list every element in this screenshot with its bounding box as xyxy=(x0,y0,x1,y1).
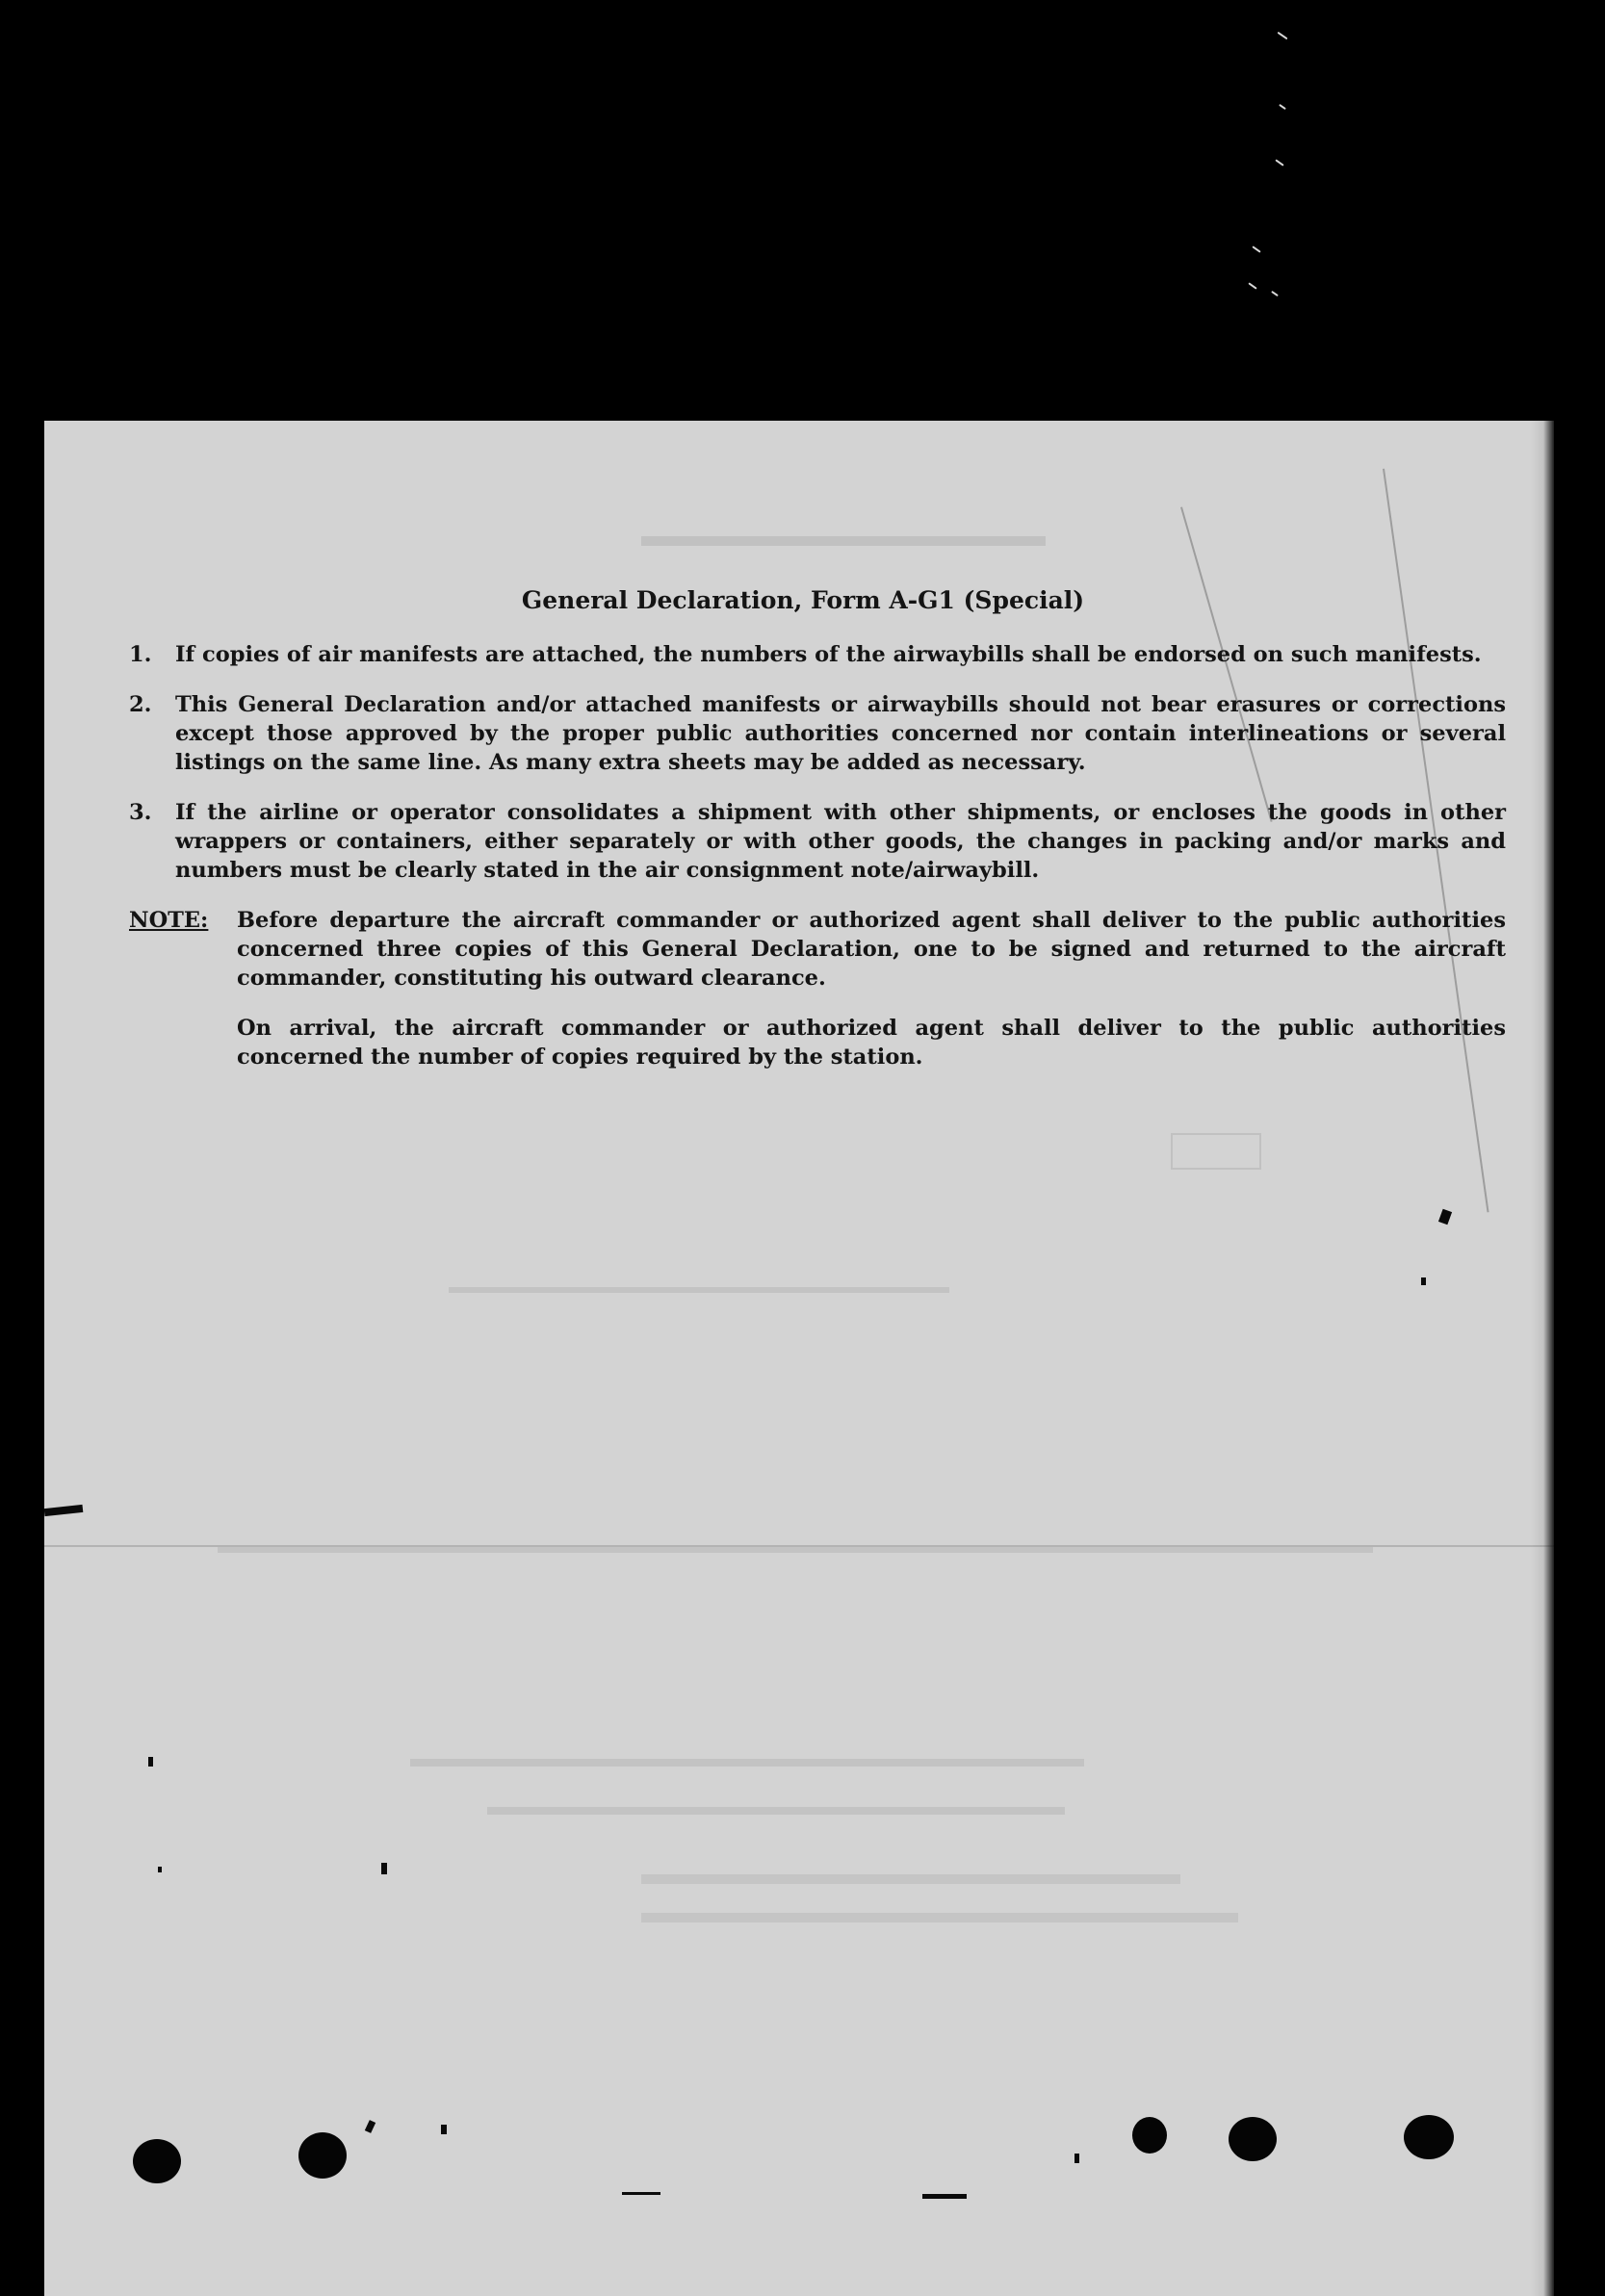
speck xyxy=(44,1505,83,1516)
speck xyxy=(1279,104,1286,110)
speck xyxy=(1248,282,1256,289)
list-item xyxy=(129,690,1506,777)
bleed-through-mark xyxy=(641,1874,1180,1884)
document-title: General Declaration, Form A-G1 (Special) xyxy=(521,586,1085,614)
speck xyxy=(441,2125,447,2134)
speck xyxy=(922,2194,967,2199)
speck xyxy=(1275,159,1283,166)
speck xyxy=(365,2120,375,2133)
bleed-through-mark xyxy=(1171,1133,1261,1170)
punch-hole xyxy=(1132,2117,1167,2154)
item-text: If copies of air manifests are attached, the numbers of the airwaybills shall be endorsed on such manifests. xyxy=(175,642,1482,667)
list-item xyxy=(129,798,1506,885)
speck xyxy=(1421,1277,1426,1285)
punch-hole xyxy=(1404,2115,1454,2159)
document-body xyxy=(129,586,1506,1071)
note-paragraph-1: Before departure the aircraft commander or authorized agent shall deliver to the public authorities concerned three copies of this General Declaration, one to be signed and returned to the aircraft commander, constituting his outward clearance. xyxy=(237,908,1506,991)
speck xyxy=(1438,1209,1452,1225)
bleed-through-mark xyxy=(641,536,1046,546)
punch-hole xyxy=(1229,2117,1277,2161)
speck xyxy=(622,2192,660,2195)
note-paragraph-2: On arrival, the aircraft commander or authorized agent shall deliver to the public authorities concerned the number of copies required by the station. xyxy=(237,1016,1506,1070)
speck xyxy=(1278,32,1288,40)
bleed-through-mark xyxy=(487,1807,1065,1815)
list-item xyxy=(129,640,1506,669)
speck xyxy=(1074,2154,1079,2163)
item-number: 3. xyxy=(129,800,152,825)
speck xyxy=(148,1757,153,1767)
note-block xyxy=(129,906,1506,993)
bleed-through-mark xyxy=(410,1759,1084,1767)
speck xyxy=(381,1863,387,1874)
punch-hole xyxy=(133,2139,181,2183)
punch-hole xyxy=(298,2132,347,2179)
speck xyxy=(1252,245,1260,252)
speck xyxy=(1271,291,1279,297)
item-number: 1. xyxy=(129,642,152,667)
paper-edge-shadow xyxy=(1531,421,1554,2296)
bleed-through-mark xyxy=(449,1287,949,1293)
item-text: If the airline or operator consolidates a shipment with other shipments, or encloses the goods in other wrappers or containers, either separately or with other goods, the changes in packing and/or marks and numbers must be clearly stated in the air consignment note/airwaybill. xyxy=(175,800,1506,883)
paper-sheet xyxy=(44,421,1554,2296)
bleed-through-mark xyxy=(641,1913,1238,1922)
item-text: This General Declaration and/or attached manifests or airwaybills should not bear erasures or corrections except those approved by the proper public authorities concerned nor contain interlineations or several listings on the same line. As many extra sheets may be added as necessary. xyxy=(175,692,1506,775)
note-label: NOTE: xyxy=(129,908,209,933)
item-number: 2. xyxy=(129,692,152,717)
bleed-through-mark xyxy=(218,1547,1373,1553)
fold-line xyxy=(44,1545,1554,1547)
speck xyxy=(158,1867,162,1872)
